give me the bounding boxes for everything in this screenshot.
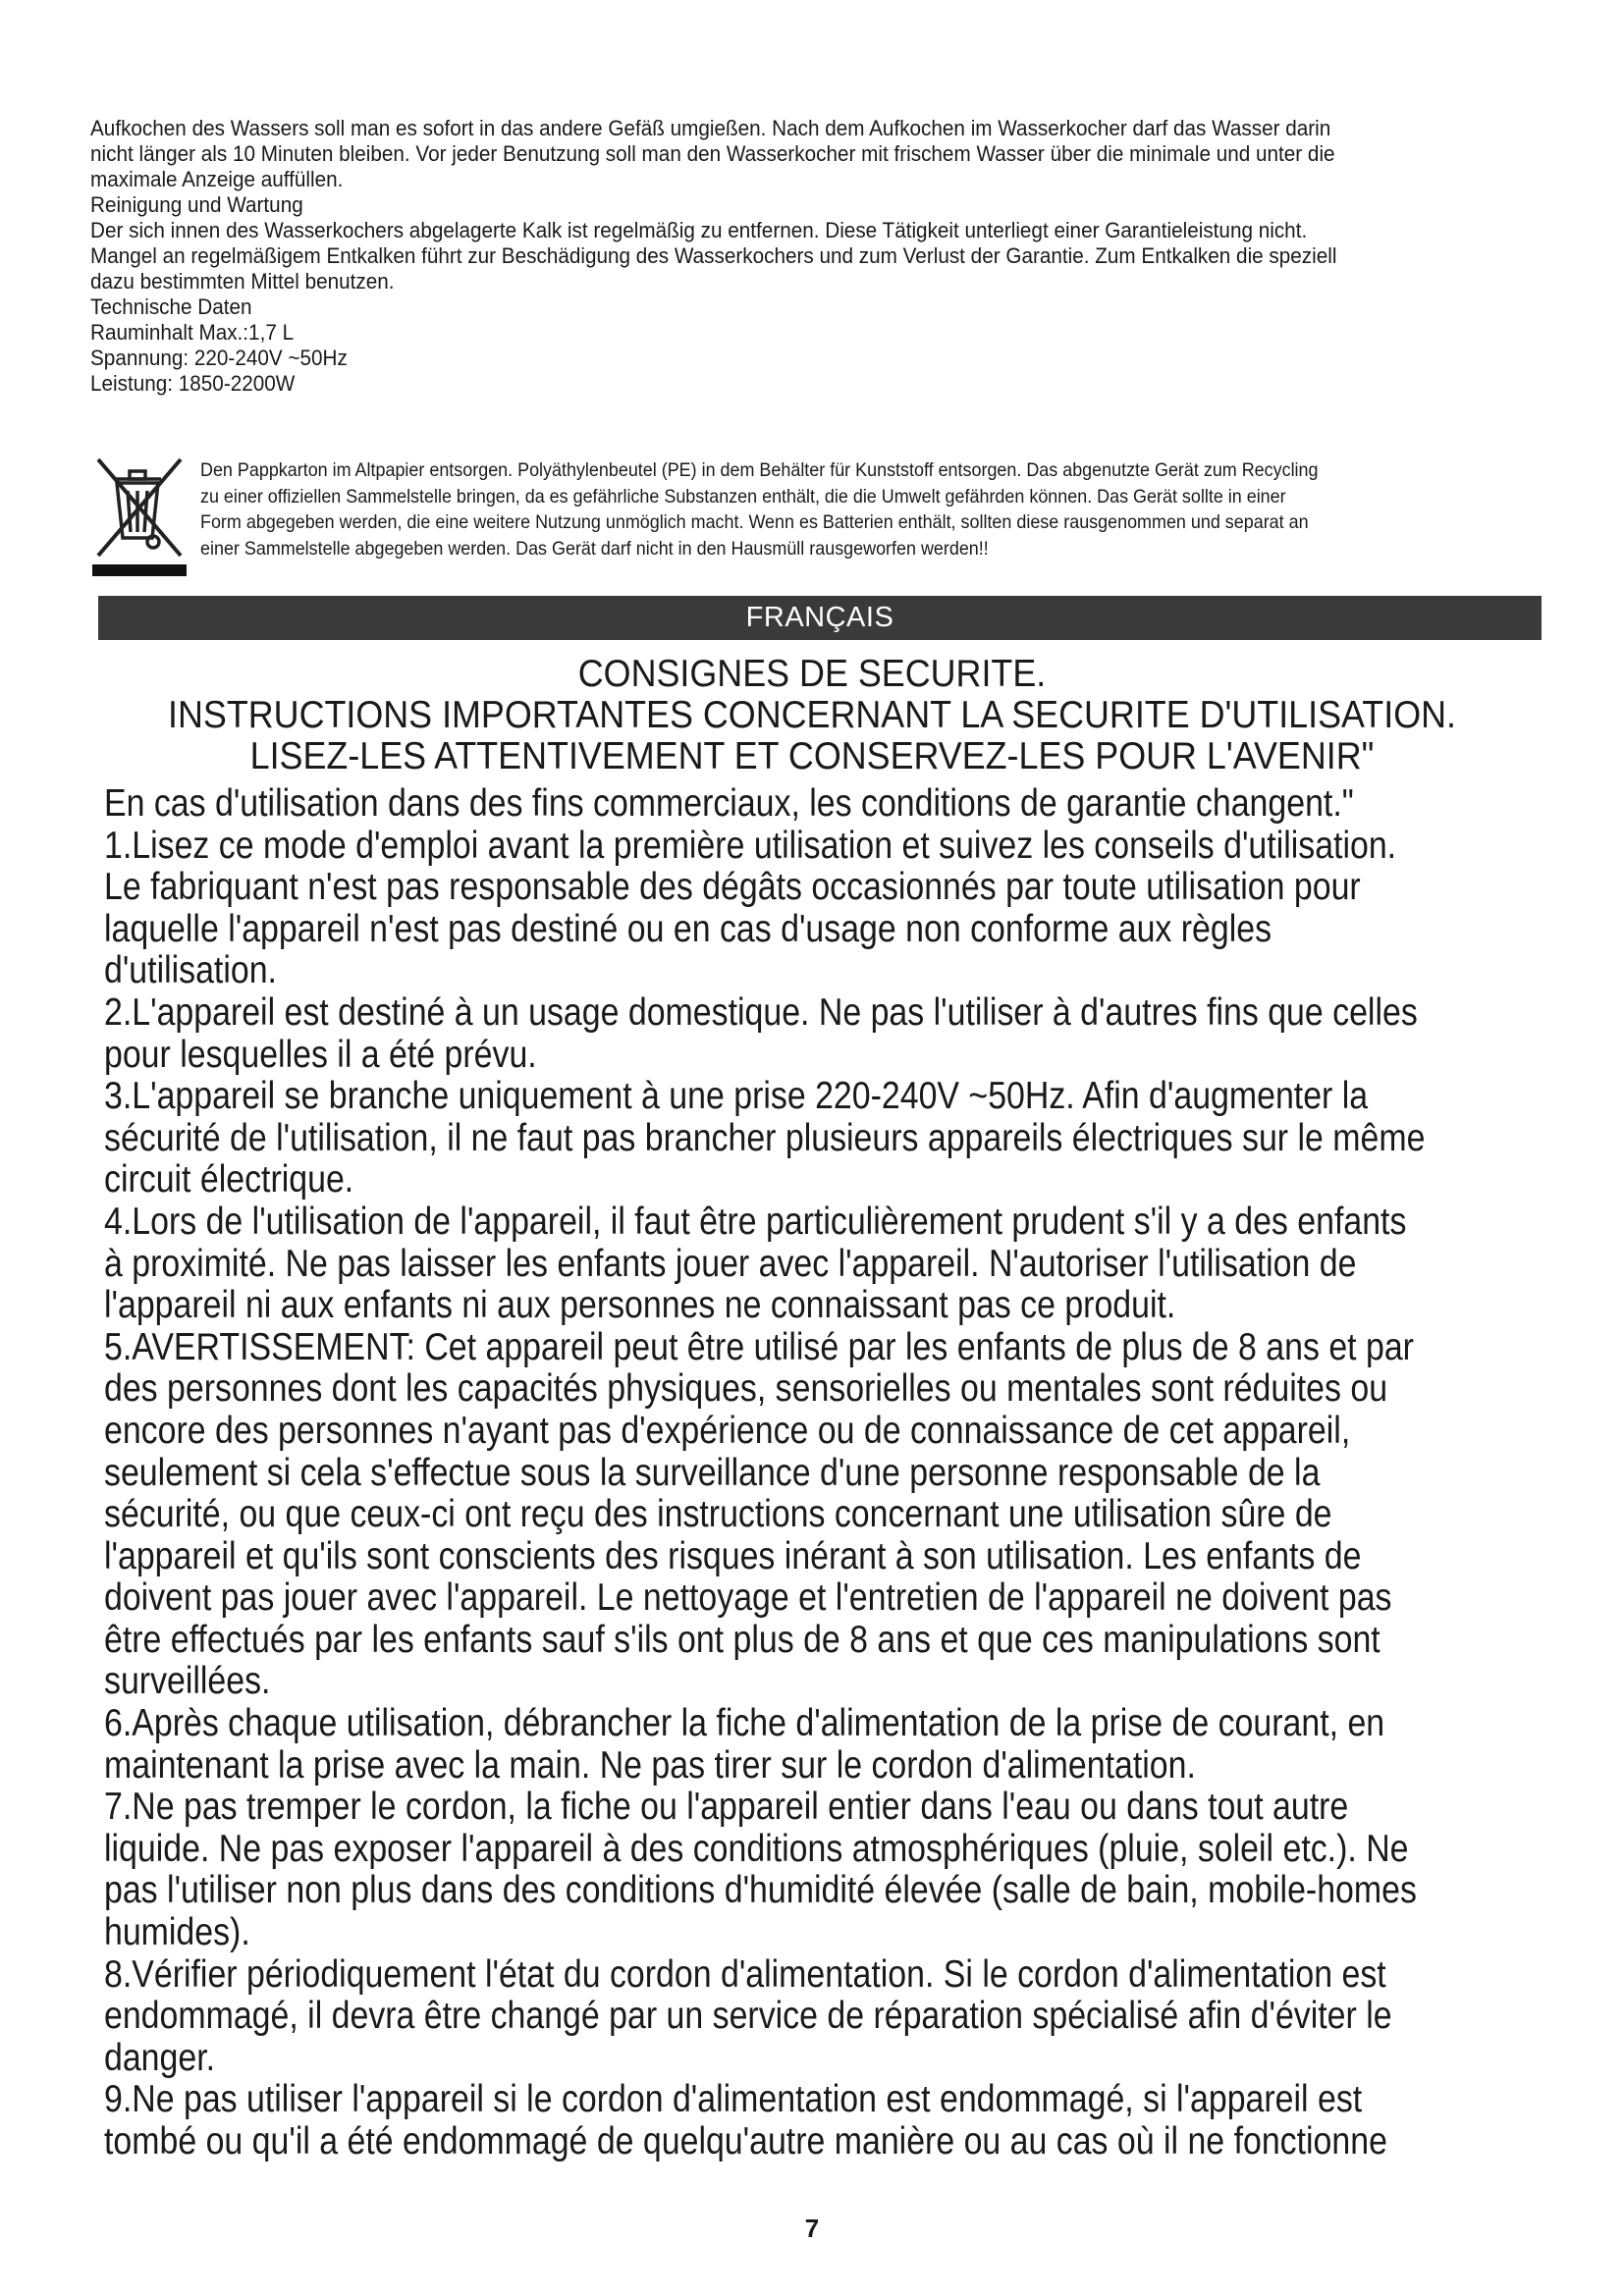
instruction-line: Le fabriquant n'est pas responsable des dégâts occasionnés par toute utilisation pour (104, 866, 1361, 909)
german-heading-specs: Technische Daten (90, 294, 252, 319)
instruction-line: pour lesquelles il a été prévu. (104, 1033, 537, 1076)
instruction-line: pas l'utiliser non plus dans des conditions d'humidité élevée (salle de bain, mobile-homes (104, 1869, 1417, 1912)
recycling-line: Form abgegeben werden, die eine weitere Nutzung unmöglich macht. Wenn es Batterien enthält, sollten diese rausgenommen und separat an (200, 511, 1309, 533)
recycling-line: Den Pappkarton im Altpapier entsorgen. Polyäthylenbeutel (PE) in dem Behälter für Kunststoff entsorgen. Das abgenutzte Gerät zum Recycling (200, 459, 1319, 481)
instruction-line: sécurité de l'utilisation, il ne faut pas brancher plusieurs appareils électriques sur le même (104, 1116, 1426, 1159)
instruction-line: 3.L'appareil se branche uniquement à une prise 220-240V ~50Hz. Afin d'augmenter la (104, 1075, 1369, 1118)
instruction-line: surveillées. (104, 1660, 271, 1703)
spec-voltage: Spannung: 220-240V ~50Hz (90, 346, 348, 370)
instruction-line: laquelle l'appareil n'est pas destiné ou en cas d'usage non conforme aux règles (104, 907, 1272, 950)
instruction-line: encore des personnes n'ayant pas d'expérience ou de connaissance de cet appareil, (104, 1409, 1351, 1452)
instruction-line: En cas d'utilisation dans des fins commerciaux, les conditions de garantie changent." (104, 782, 1354, 825)
instruction-line: seulement si cela s'effectue sous la surveillance d'une personne responsable de la (104, 1451, 1321, 1494)
page-number: 7 (804, 2214, 820, 2243)
german-line: nicht länger als 10 Minuten bleiben. Vor jeder Benutzung soll man den Wasserkocher mit frischem Wasser über die minimale und unter die (90, 141, 1335, 166)
instruction-line: l'appareil et qu'ils sont conscients des risques inérant à son utilisation. Les enfants de (104, 1534, 1362, 1577)
instruction-line: des personnes dont les capacités physiques, sensorielles ou mentales sont réduites ou (104, 1367, 1388, 1411)
instruction-line: sécurité, ou que ceux-ci ont reçu des instructions concernant une utilisation sûre de (104, 1493, 1332, 1536)
german-line: maximale Anzeige auffüllen. (90, 167, 344, 191)
german-line: Aufkochen des Wassers soll man es sofort in das andere Gefäß umgießen. Nach dem Aufkochen im Wasserkocher darf das Wasser darin (90, 116, 1331, 140)
instruction-line: à proximité. Ne pas laisser les enfants jouer avec l'appareil. N'autoriser l'utilisation de (104, 1242, 1357, 1285)
safety-titles (90, 654, 1534, 777)
recycling-line: einer Sammelstelle abgegeben werden. Das Gerät darf nicht in den Hausmüll rausgeworfen werden!! (200, 537, 989, 560)
instruction-line: maintenant la prise avec la main. Ne pas tirer sur le cordon d'alimentation. (104, 1743, 1196, 1787)
instruction-line: 9.Ne pas utiliser l'appareil si le cordon d'alimentation est endommagé, si l'appareil est (104, 2078, 1363, 2121)
instruction-line: d'utilisation. (104, 949, 277, 992)
german-line: Mangel an regelmäßigem Entkalken führt zur Beschädigung des Wasserkochers und zum Verlust der Garantie. Zum Entkalken die speziell (90, 243, 1337, 268)
german-line: dazu bestimmten Mittel benutzen. (90, 269, 395, 294)
instruction-line: l'appareil ni aux enfants ni aux personnes ne connaissant pas ce produit. (104, 1284, 1176, 1327)
german-line: Der sich innen des Wasserkochers abgelagerte Kalk ist regelmäßig zu entfernen. Diese Tätigkeit unterliegt einer Garantieleistung nicht. (90, 218, 1308, 242)
instruction-line: circuit électrique. (104, 1158, 354, 1201)
recycling-notice (90, 454, 1573, 583)
instruction-line: 1.Lisez ce mode d'emploi avant la première utilisation et suivez les conseils d'utilisation. (104, 824, 1397, 867)
instruction-line: liquide. Ne pas exposer l'appareil à des conditions atmosphériques (pluie, soleil etc.). Ne (104, 1827, 1409, 1870)
instruction-line: 8.Vérifier périodiquement l'état du cordon d'alimentation. Si le cordon d'alimentation est (104, 1952, 1386, 1996)
instruction-line: 2.L'appareil est destiné à un usage domestique. Ne pas l'utiliser à d'autres fins que celles (104, 990, 1418, 1034)
recycling-text (200, 457, 1519, 561)
safety-subtitle: INSTRUCTIONS IMPORTANTES CONCERNANT LA SECURITE D'UTILISATION. (168, 694, 1456, 736)
instruction-line: 4.Lors de l'utilisation de l'appareil, il faut être particulièrement prudent s'il y a des enfants (104, 1200, 1407, 1243)
instruction-line: 6.Après chaque utilisation, débrancher la fiche d'alimentation de la prise de courant, en (104, 1702, 1385, 1745)
language-band-french: FRANÇAIS (98, 596, 1542, 640)
safety-title: CONSIGNES DE SECURITE. (577, 653, 1047, 695)
instruction-line: danger. (104, 2036, 216, 2079)
instruction-line: 7.Ne pas tremper le cordon, la fiche ou l'appareil entier dans l'eau ou dans tout autre (104, 1786, 1349, 1829)
safety-subtitle: LISEZ-LES ATTENTIVEMENT ET CONSERVEZ-LES POUR L'AVENIR" (249, 735, 1375, 777)
instruction-line: 5.AVERTISSEMENT: Cet appareil peut être utilisé par les enfants de plus de 8 ans et par (104, 1325, 1414, 1368)
instruction-line: tombé ou qu'il a été endommagé de quelqu'autre manière ou au cas où il ne fonctionne (104, 2120, 1387, 2163)
french-instructions (104, 783, 1487, 2163)
instruction-line: être effectués par les enfants sauf s'ils ont plus de 8 ans et que ces manipulations sont (104, 1618, 1380, 1661)
instruction-line: doivent pas jouer avec l'appareil. Le nettoyage et l'entretien de l'appareil ne doivent pas (104, 1576, 1392, 1620)
spec-power: Leistung: 1850-2200W (90, 371, 296, 396)
spec-capacity: Rauminhalt Max.:1,7 L (90, 320, 295, 345)
instruction-line: endommagé, il devra être changé par un service de réparation spécialisé afin d'éviter le (104, 1995, 1392, 2038)
crossed-out-wheelie-bin-icon (90, 454, 189, 577)
recycling-line: zu einer offiziellen Sammelstelle bringen, da es gefährliche Substanzen enthält, die die Umwelt gefährden können. Das Gerät sollte in einer (200, 485, 1286, 507)
german-section (90, 116, 1445, 397)
german-heading-cleaning: Reinigung und Wartung (90, 192, 303, 217)
instruction-line: humides). (104, 1911, 250, 1954)
